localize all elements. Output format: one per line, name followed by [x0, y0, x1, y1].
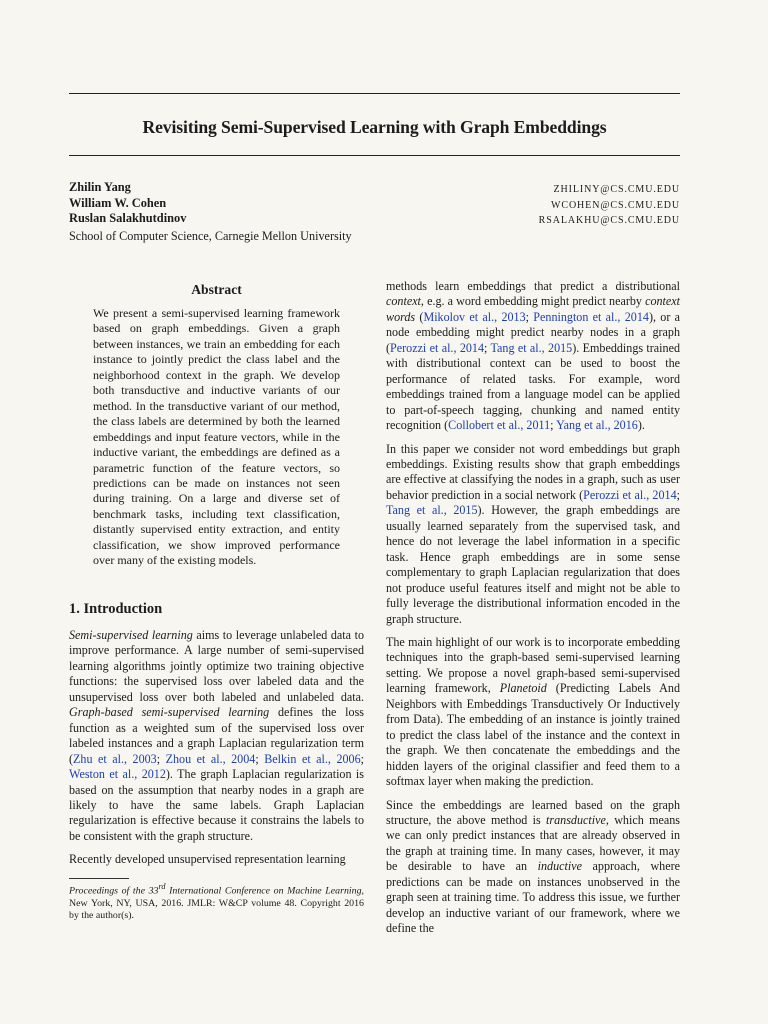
paragraph — [386, 279, 680, 434]
citation-link[interactable]: Tang et al., 2015 — [386, 503, 478, 518]
text: approach, where predictions can be made on instances unobserved in the graph seen at training time. To address this issue, we further develop an inductive variant of our framework, where we define the — [386, 859, 680, 936]
paragraph — [69, 628, 364, 844]
text: Since the embeddings are learned based on the graph structure, the above method is — [386, 797, 680, 827]
abstract-heading: Abstract — [191, 282, 242, 297]
citation-link[interactable]: Belkin et al., 2006 — [264, 751, 361, 766]
emphasis: context words — [386, 294, 680, 324]
text: , e.g. a word embedding might predict nearby — [420, 294, 646, 309]
emphasis: inductive — [537, 859, 582, 874]
title-bottom-rule — [69, 155, 680, 156]
text: In this paper we consider not word embeddings but graph embeddings. Existing results show that graph embeddings are effective at classifying the nodes in a graph, such as user behavior prediction in a social network ( — [386, 441, 680, 502]
text: ), or a node embedding might predict nearby nodes in a graph ( — [386, 309, 680, 355]
emphasis: Proceedings of the — [69, 885, 149, 897]
right-column — [386, 279, 680, 945]
text: ). Embeddings trained with distributional context can be used to boost the performance of related tasks. For example, word embeddings trained from a language model can be applied to part-of-speech tagging, chunking and named entity recognition ( — [386, 340, 680, 433]
emphasis: transductive — [546, 812, 606, 827]
text: ). However, the graph embeddings are usually learned separately from the supervised task, and hence do not leverage the label information in a specific task. Hence graph embeddings are in some sense complementary to graph Laplacian regularization that does not produce useful features itself and might not be able to fully leverage the distributional information encoded in the graph structure. — [386, 503, 680, 626]
intro-left-column — [69, 628, 364, 876]
text: ; — [156, 751, 166, 766]
author-email[interactable]: RSALAKHU@CS.CMU.EDU — [538, 215, 680, 226]
paragraph — [386, 442, 680, 627]
citation-link[interactable]: Zhou et al., 2004 — [165, 751, 256, 766]
section-heading-introduction: 1. Introduction — [69, 601, 163, 617]
text: The main highlight of our work is to incorporate embedding techniques into the graph-based semi-supervised learning setting. We propose a novel graph-based semi-supervised learning framework, — [386, 634, 680, 696]
emphasis: Graph-based semi-supervised learning — [69, 705, 270, 720]
text: ; — [255, 751, 265, 766]
footnote — [69, 881, 364, 923]
author-name: Ruslan Salakhutdinov — [69, 211, 187, 225]
text: defines the loss function as a weighted sum of the supervised loss over labeled instances and a graph Laplacian regularization term ( — [69, 705, 364, 766]
emphasis: International Conference on Machine Learning — [165, 885, 362, 897]
text: , which means we can only predict instances that are already observed in the graph at training time. In many cases, however, it may be desirable to have an — [386, 812, 680, 874]
citation-link[interactable]: Perozzi et al., 2014 — [583, 487, 677, 502]
emphasis: Semi-supervised learning — [69, 628, 193, 642]
text: (Predicting Labels And Neighbors with Embeddings Transductively Or Inductively from Data). The embedding of an instance is jointly trained to predict the class label of the instance and the context in the graph. We then concatenate the embeddings and the hidden layers of the original classifier and feed them to a softmax layer when making the prediction. — [386, 681, 680, 789]
emphasis: context — [386, 294, 421, 309]
citation-link[interactable]: Yang et al., 2016 — [556, 418, 638, 433]
citation-link[interactable]: Weston et al., 2012 — [69, 767, 166, 782]
text: ( — [415, 309, 424, 324]
text: ). The graph Laplacian regularization is based on the assumption that nearby nodes in a graph are likely to have the same labels. Graph Laplacian regularization is effective because it constrains the labels to be consistent with the graph structure. — [69, 767, 364, 843]
paper-title: Revisiting Semi-Supervised Learning with Graph Embeddings — [142, 117, 607, 137]
abstract-text: We present a semi-supervised learning framework based on graph embeddings. Given a graph between instances, we train an embedding for each instance to jointly predict the class label and the neighborhood context in the graph. We develop both transductive and inductive variants of our method. In the transductive variant of our method, the class labels are determined by both the learned embeddings and input feature vectors, while in the inductive variant, the embeddings are defined as a parametric function of the feature vectors, so predictions can be made on instances not seen during training. On a large and diverse set of benchmark tasks, including text classification, distantly supervised entity extraction, and entity classification, we show improved performance over many of the existing models. — [93, 306, 340, 568]
footnote-rule — [69, 878, 129, 879]
author-list — [69, 180, 186, 227]
emphasis: Planetoid — [499, 681, 547, 696]
citation-link[interactable]: Pennington et al., 2014 — [533, 309, 649, 324]
author-email[interactable]: WCOHEN@CS.CMU.EDU — [551, 199, 680, 211]
text: ; — [360, 751, 365, 766]
author-email[interactable]: ZHILINY@CS.CMU.EDU — [553, 184, 680, 195]
superscript: rd — [158, 882, 166, 891]
citation-link[interactable]: Tang et al., 2015 — [490, 340, 573, 355]
text: ; — [525, 309, 534, 324]
text: aims to leverage unlabeled data to improve performance. A large number of semi-supervised learning algorithms jointly optimize two training objective functions: the supervised loss over labeled data and the unsupervised loss over both labeled and unlabeled data. — [69, 628, 364, 704]
top-rule — [69, 93, 680, 94]
text: ; — [676, 487, 680, 502]
text: ; — [550, 418, 557, 433]
paragraph: Recently developed unsupervised representation learning — [69, 852, 346, 867]
author-name: Zhilin Yang — [69, 180, 131, 194]
text: ; — [484, 340, 491, 355]
citation-link[interactable]: Zhu et al., 2003 — [73, 751, 157, 766]
author-emails — [539, 182, 680, 229]
paragraph — [386, 798, 680, 937]
author-name: William W. Cohen — [69, 195, 167, 210]
text: methods learn embeddings that predict a distributional — [386, 279, 680, 293]
citation-link[interactable]: Perozzi et al., 2014 — [390, 340, 485, 355]
citation-link[interactable]: Collobert et al., 2011 — [448, 418, 551, 433]
affiliation: School of Computer Science, Carnegie Mellon University — [69, 229, 352, 243]
citation-link[interactable]: Mikolov et al., 2013 — [423, 309, 526, 324]
emphasis: 33 — [148, 885, 159, 897]
text: , New York, NY, USA, 2016. JMLR: W&CP volume 48. Copyright 2016 by the author(s). — [69, 885, 364, 922]
text: ). — [637, 418, 645, 433]
paragraph — [386, 635, 680, 790]
